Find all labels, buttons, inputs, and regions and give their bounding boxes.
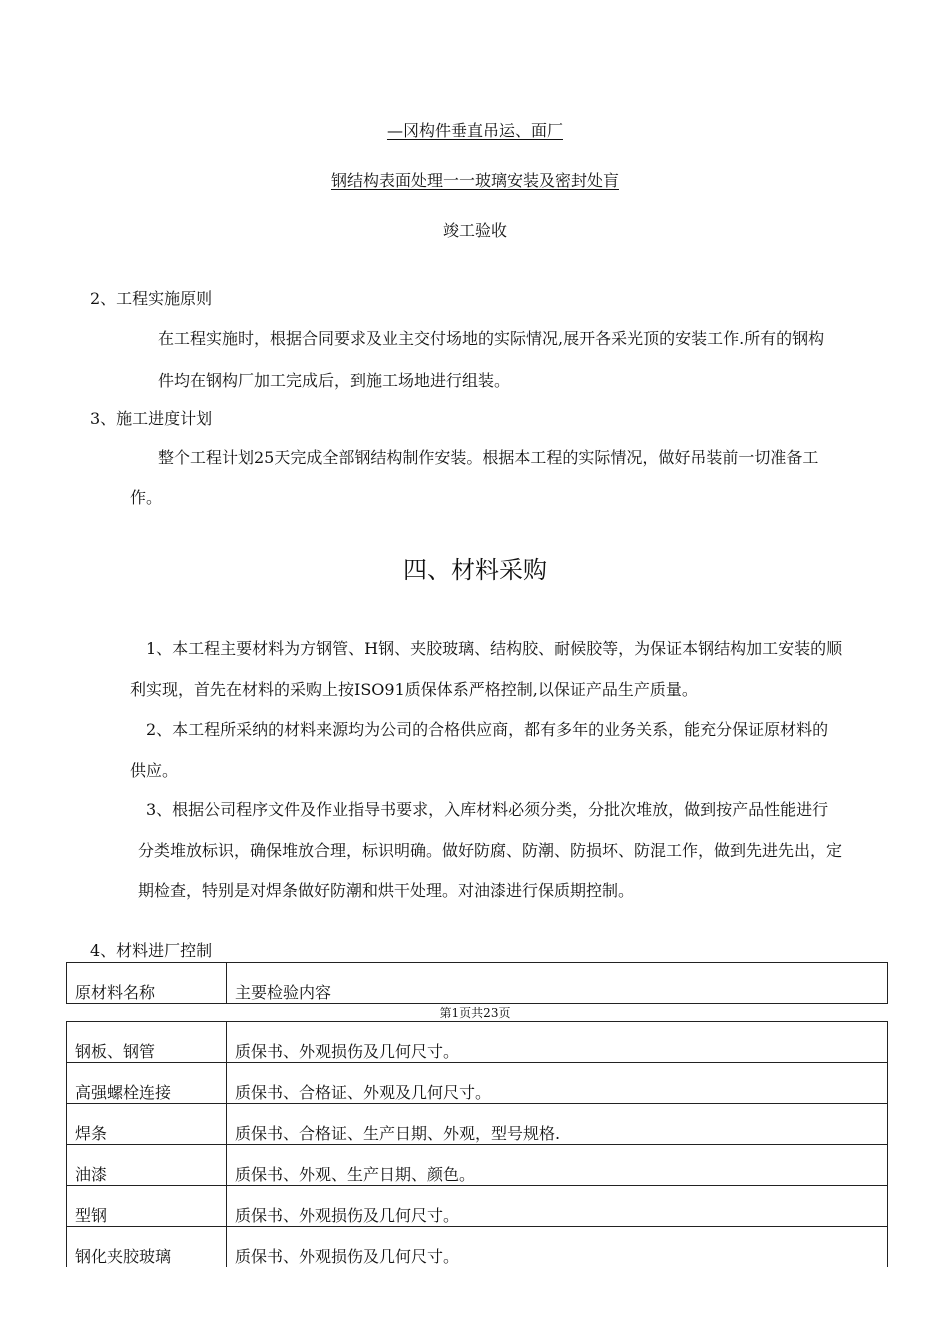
- section-3-para-line-2: 作。: [130, 488, 163, 507]
- page-footer: 第1页共23页: [439, 1006, 511, 1020]
- section-2-para-line-2: 件均在钢构厂加工完成后，到施工场地进行组装。: [158, 371, 511, 390]
- table-header-row: [67, 963, 888, 1004]
- inspection-content-cell: 质保书、外观损伤及几何尺寸。: [227, 1227, 888, 1268]
- header-inspection-content: 主要检验内容: [227, 963, 888, 1004]
- material-name-cell: 钢板、钢管: [67, 1022, 227, 1063]
- materials-header-table: [66, 962, 888, 1004]
- materials-table: [66, 1021, 888, 1267]
- inspection-content-cell: 质保书、合格证、生产日期、外观，型号规格.: [227, 1104, 888, 1145]
- section-3-para-line-1: 整个工程计划25天完成全部钢结构制作安装。根据本工程的实际情况，做好吊装前一切准备工: [158, 448, 819, 467]
- inspection-content-cell: 质保书、合格证、外观及几何尺寸。: [227, 1063, 888, 1104]
- material-name-cell: 高强螺栓连接: [67, 1063, 227, 1104]
- item-2-line-1: 2、本工程所采纳的材料来源均为公司的合格供应商，都有多年的业务关系，能充分保证原材料的: [146, 720, 829, 739]
- table-row: [67, 1063, 888, 1104]
- item-3-line-1: 3、根据公司程序文件及作业指导书要求，入库材料必须分类，分批次堆放，做到按产品性能进行: [146, 800, 829, 819]
- section-2-title: 2、工程实施原则: [90, 289, 213, 308]
- item-2-line-2: 供应。: [130, 761, 179, 780]
- chapter-title: 四、材料采购: [403, 556, 547, 584]
- inspection-content-cell: 质保书、外观、生产日期、颜色。: [227, 1145, 888, 1186]
- material-name-cell: 油漆: [67, 1145, 227, 1186]
- table-row: [67, 1186, 888, 1227]
- item-3-line-3: 期检查，特别是对焊条做好防潮和烘干处理。对油漆进行保质期控制。: [138, 881, 635, 900]
- item-3-line-2: 分类堆放标识，确保堆放合理，标识明确。做好防腐、防潮、防损坏、防混工作，做到先进先出，定: [138, 841, 843, 860]
- table-row: [67, 1022, 888, 1063]
- flow-line-2: 钢结构表面处理一一玻璃安装及密封处肓: [330, 171, 619, 190]
- section-3-title: 3、施工进度计划: [90, 409, 213, 428]
- header-material-name: 原材料名称: [67, 963, 227, 1004]
- item-1-line-1: 1、本工程主要材料为方钢管、H钢、夹胶玻璃、结构胶、耐候胶等，为保证本钢结构加工安装的顺: [146, 639, 843, 658]
- flow-line-1: —冈构件垂直吊运、面厂: [386, 121, 563, 140]
- section-4-title: 4、材料进厂控制: [90, 941, 213, 960]
- table-row: [67, 1227, 888, 1268]
- material-name-cell: 型钢: [67, 1186, 227, 1227]
- item-1-line-2: 利实现，首先在材料的采购上按ISO91质保体系严格控制,以保证产品生产质量。: [130, 680, 698, 699]
- section-2-para-line-1: 在工程实施时，根据合同要求及业主交付场地的实际情况,展开各采光顶的安装工作.所有的钢构: [158, 329, 825, 348]
- table-row: [67, 1104, 888, 1145]
- inspection-content-cell: 质保书、外观损伤及几何尺寸。: [227, 1186, 888, 1227]
- material-name-cell: 焊条: [67, 1104, 227, 1145]
- flow-line-3: 竣工验收: [442, 221, 507, 240]
- table-row: [67, 1145, 888, 1186]
- inspection-content-cell: 质保书、外观损伤及几何尺寸。: [227, 1022, 888, 1063]
- material-name-cell: 钢化夹胶玻璃: [67, 1227, 227, 1268]
